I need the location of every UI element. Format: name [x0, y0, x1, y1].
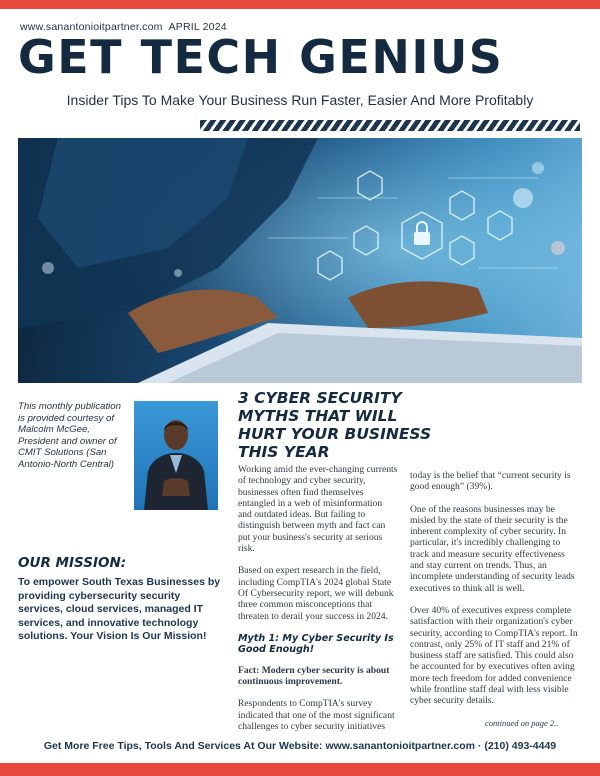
- mission-heading: OUR MISSION:: [18, 555, 127, 571]
- website-url[interactable]: www.sanantonioitpartner.com: [20, 21, 163, 33]
- cyber-lock-illustration-icon: [18, 138, 582, 383]
- article-paragraph: Working amid the ever-changing currents of technology and cyber security, businesses often find themselves entangled in a web of misinformation and outdated ideas. But failing to distinguish between myth and fact can put your business's security at serious risk.: [238, 464, 398, 555]
- top-accent-bar: [0, 0, 600, 9]
- continued-note: continued on page 2..: [485, 718, 559, 728]
- owner-photo: [134, 401, 218, 510]
- article-paragraph: Over 40% of executives express complete satisfaction with their organization's cyber security, according to CompTIA's report. In contrast, only 25% of IT staff and 21% of business staff are satisfied. This could also be accounted for by executives often aving more tech freedom for added convenience while frontline staff deal with less visible cyber security details.: [410, 604, 578, 707]
- issue-date: APRIL 2024: [168, 21, 227, 33]
- tagline: Insider Tips To Make Your Business Run Faster, Easier And More Profitably: [66, 92, 534, 108]
- mission-statement: To empower South Texas Businesses by providing cybersecurity security services, cloud services, managed IT services, and innovative technology solutions. Your Vision Is Our Mission!: [18, 576, 221, 643]
- article-paragraph: Based on expert research in the field, including CompTIA's 2024 global State Of Cybersecurity report, we will debunk three common misconceptions that threaten to derail your success in 2024.: [238, 565, 394, 622]
- footer-contact: Get More Free Tips, Tools And Services At Our Website: www.sanantonioitpartner.com · (210) 493-4449: [43, 740, 557, 752]
- bottom-accent-bar: [0, 763, 600, 776]
- publication-courtesy: This monthly publication is provided courtesy of Malcolm McGee, President and owner of CMIT Solutions (San Antonio-North Central): [18, 401, 121, 470]
- article-title: 3 CYBER SECURITY MYTHS THAT WILL HURT YOUR BUSINESS THIS YEAR: [238, 389, 432, 461]
- article-paragraph: One of the reasons businesses may be misled by the state of their security is the inherent complexity of cyber security. In particular, it's incredibly challenging to track and measure security effectiveness and stay current on trends. Thus, an incomplete understanding of security leads executives to think all is well.: [410, 503, 575, 594]
- article-column-right: [410, 470, 580, 718]
- newsletter-title: GET TECH GENIUS: [18, 30, 504, 84]
- person-portrait-icon: [134, 401, 218, 510]
- article-column-left: [238, 464, 398, 743]
- myth-fact: Fact: Modern cyber security is about continuous improvement.: [238, 664, 390, 688]
- article-paragraph: today is the belief that “current security is good enough” (39%).: [410, 470, 571, 493]
- hero-image: [18, 138, 582, 383]
- article-paragraph: Respondents to CompTIA's survey indicated that one of the most significant challenges to cyber security initiatives: [238, 698, 395, 733]
- myth-heading: Myth 1: My Cyber Security Is Good Enough!: [238, 632, 394, 656]
- decorative-stripes: [200, 120, 580, 131]
